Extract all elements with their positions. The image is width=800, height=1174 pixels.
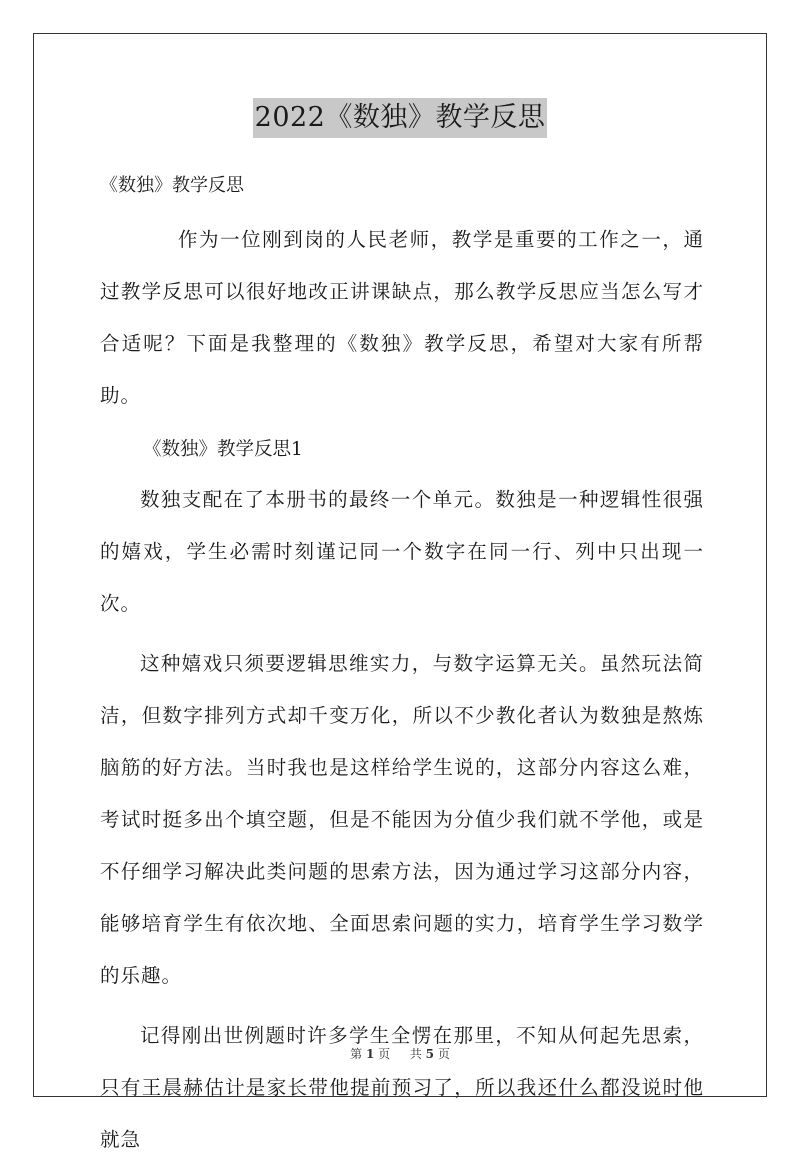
page-total: 5 <box>425 1047 435 1061</box>
total-unit: 页 <box>437 1047 450 1061</box>
body-paragraph-3: 记得刚出世例题时许多学生全愣在那里，不知从何起先思索，只有王晨赫估计是家长带他提前预习了，所以我还什么都没说时他就急 <box>100 1024 704 1151</box>
document-subtitle: 《数独》教学反思 <box>100 175 244 196</box>
page-unit: 页 <box>378 1047 391 1061</box>
page-prefix: 第 <box>350 1047 363 1061</box>
intro-block <box>100 214 704 422</box>
total-prefix: 共 <box>409 1047 422 1061</box>
body-block <box>100 474 704 1174</box>
page-current: 1 <box>365 1047 375 1061</box>
intro-paragraph: 作为一位刚到岗的人民老师，教学是重要的工作之一，通过教学反思可以很好地改正讲课缺点，那么教学反思应当怎么写才合适呢？下面是我整理的《数独》教学反思，希望对大家有所帮助。 <box>100 228 704 407</box>
body-paragraph-2: 这种嬉戏只须要逻辑思维实力，与数字运算无关。虽然玩法简洁，但数字排列方式却千变万化，所以不少教化者认为数独是熬炼脑筋的好方法。当时我也是这样给学生说的，这部分内容这么难，考试时挺多出个填空题，但是不能因为分值少我们就不学他，或是不仔细学习解决此类问题的思索方法，因为通过学习这部分内容，能够培育学生有依次地、全面思索问题的实力，培育学生学习数学的乐趣。 <box>100 652 704 987</box>
title-wrapper <box>0 98 800 138</box>
section-heading: 《数独》教学反思1 <box>143 439 303 460</box>
body-paragraph-1: 数独支配在了本册书的最终一个单元。数独是一种逻辑性很强的嬉戏，学生必需时刻谨记同一个数字在同一行、列中只出现一次。 <box>100 488 704 615</box>
document-title: 2022《数独》教学反思 <box>253 98 548 138</box>
page-footer <box>0 1046 800 1062</box>
